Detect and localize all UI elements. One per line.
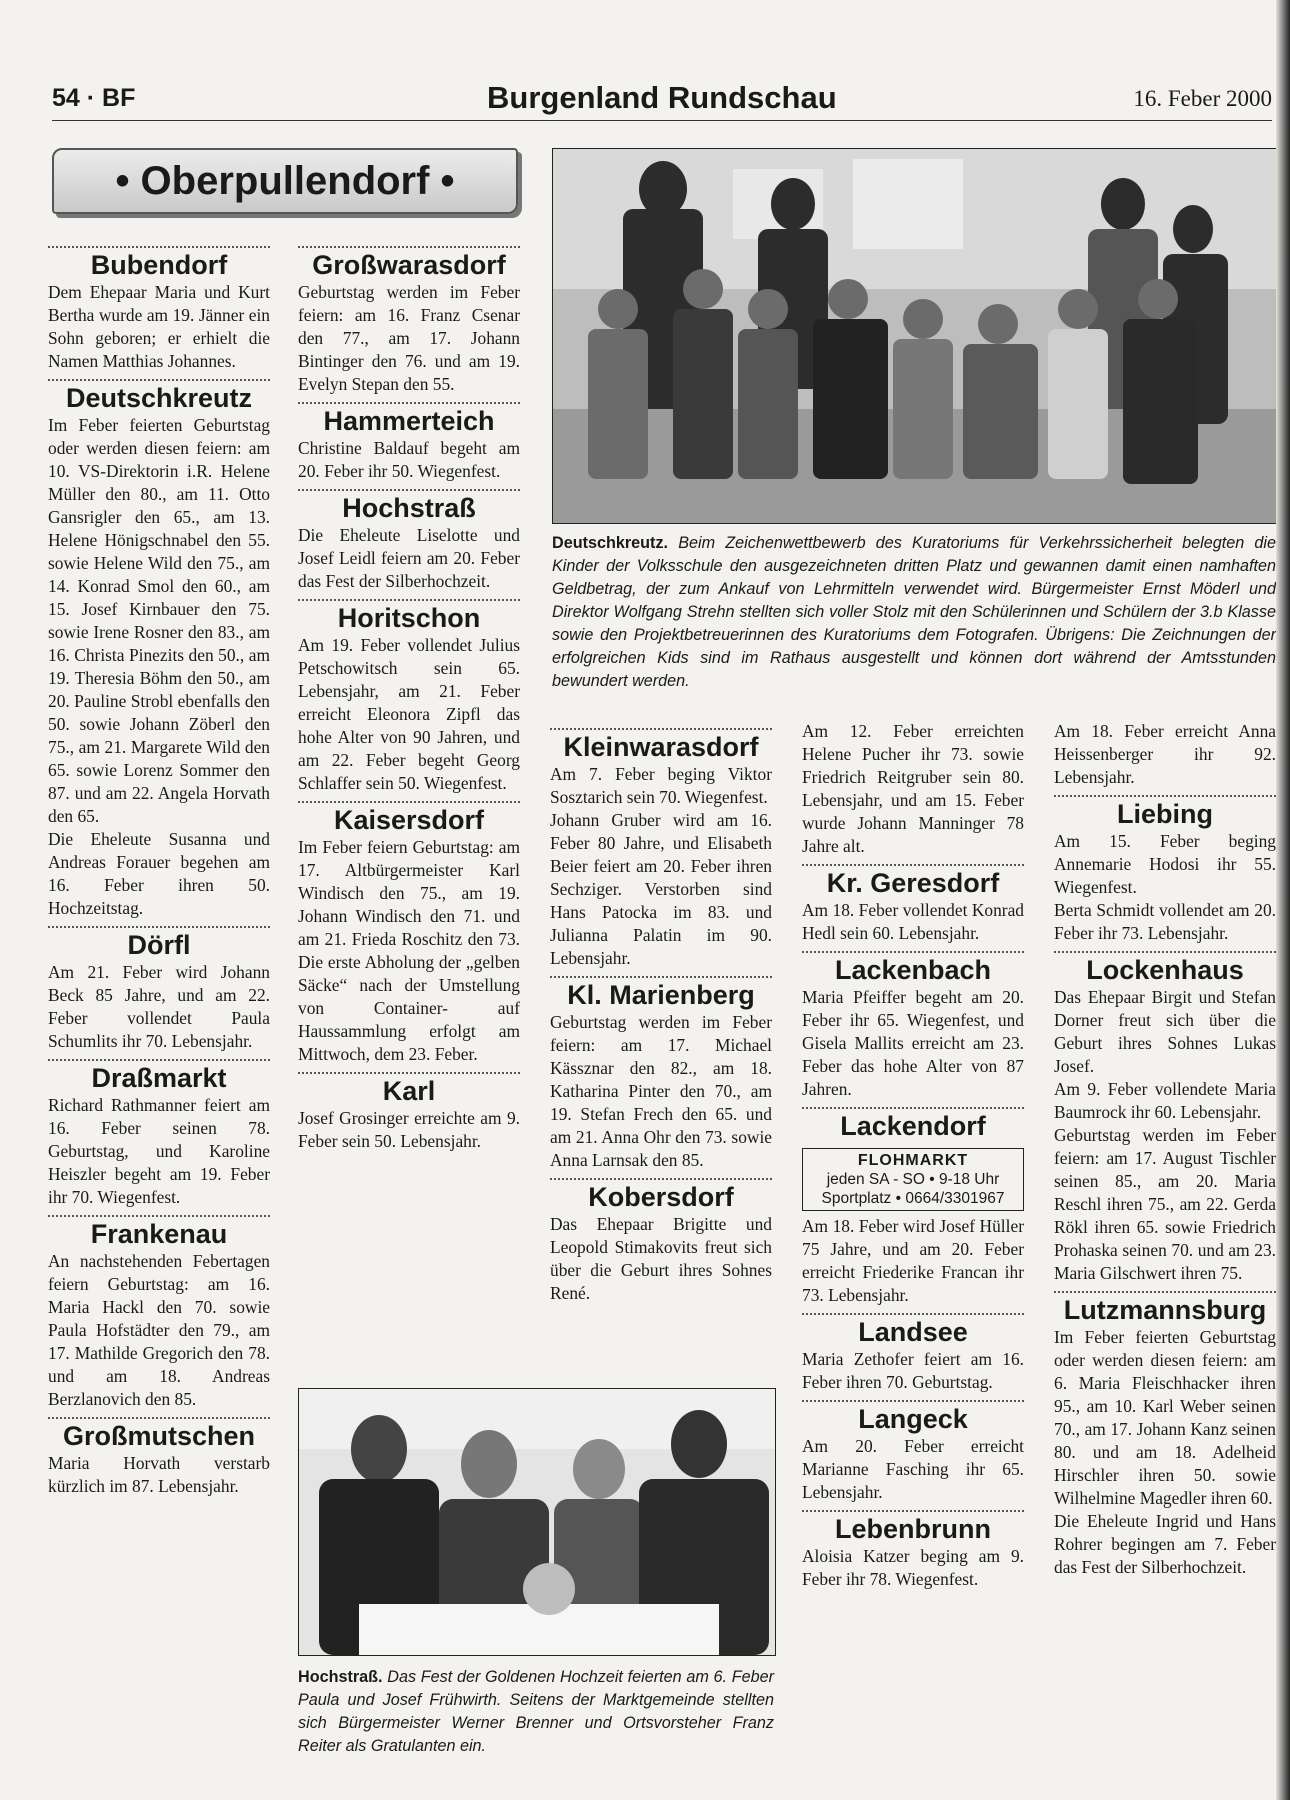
heading-deutschkreutz: Deutschkreutz <box>65 383 253 413</box>
article-text: Am 18. Feber wird Josef Hüller 75 Jahre, und am 20. Feber erreicht Friederike Francan ihr 73. Lebensjahr. <box>802 1216 1024 1305</box>
heading-drassmarkt: Draßmarkt <box>91 1063 227 1093</box>
caption-body: Beim Zeichenwettbewerb des Kuratoriums für Verkehrssicherheit belegten die Kinder der Volksschule den ausgezeichneten dritten Platz und gewannen damit einen namhaften Geldbetrag, der zum Ankauf von Lehrmitteln verwendet wird. Bürgermeister Ernst Möderl und Direktor Wolfgang Strehn stellten sich voller Stolz mit den Schülerinnen und Schülern der 3.b Klasse sowie den Projektbetreuerinnen des Kuratoriums dem Fotografen. Übrigens: Die Zeichnungen der erfolgreichen Kids sind im Rathaus ausgestellt und können dort während der Amtsstunden bewundert werden. <box>552 534 1276 690</box>
article-text: Am 15. Feber beging Annemarie Hodosi ihr 55. Wiegenfest. <box>1054 831 1276 897</box>
divider <box>48 246 270 248</box>
article-text: Am 12. Feber erreichten Helene Pucher ihr 73. sowie Friedrich Reitgruber sein 80. Lebensjahr, und am 15. Feber wurde Johann Manninger 78 Jahre alt. <box>802 721 1024 856</box>
photo-caption-deutschkreutz <box>552 532 1276 693</box>
heading-lackendorf: Lackendorf <box>840 1111 986 1141</box>
heading-frankenau: Frankenau <box>90 1219 228 1249</box>
article-text: Die Eheleute Ingrid und Hans Rohrer begingen am 7. Feber das Fest der Silberhochzeit. <box>1054 1511 1276 1577</box>
heading-kleinwarasdorf: Kleinwarasdorf <box>563 732 759 762</box>
divider <box>48 1417 270 1419</box>
divider <box>298 246 520 248</box>
article-text: Die Eheleute Susanna und Andreas Forauer begehen am 16. Feber ihren 50. Hochzeitstag. <box>48 829 270 918</box>
heading-kobersdorf: Kobersdorf <box>588 1182 734 1212</box>
divider <box>1054 951 1276 953</box>
article-text: Josef Grosinger erreichte am 9. Feber sein 50. Lebensjahr. <box>298 1108 520 1151</box>
article-text: Maria Zethofer feiert am 16. Feber ihren 70. Geburtstag. <box>802 1349 1024 1392</box>
ad-line: jeden SA - SO • 9-18 Uhr <box>826 1171 1000 1188</box>
article-text: Im Feber feiern Geburtstag: am 17. Altbürgermeister Karl Windisch den 75., am 19. Johann Windisch den 71. und am 21. Frieda Roschitz den 73. Die erste Abholung der „gelben Säcke“ nach der Umstellung von Container- auf Haussammlung erfolgt am Mittwoch, dem 23. Feber. <box>298 837 520 1064</box>
article-text: Maria Horvath verstarb kürzlich im 87. Lebensjahr. <box>48 1453 270 1496</box>
photo-golden-wedding <box>298 1388 776 1656</box>
caption-body: Das Fest der Goldenen Hochzeit feierten am 6. Feber Paula und Josef Frühwirth. Seitens der Marktgemeinde stellten sich Bürgermeister Werner Brenner und Ortsvorsteher Franz Reiter als Gratulanten ein. <box>298 1668 774 1755</box>
article-text: Im Feber feierten Geburtstag oder werden diesen feiern: am 10. VS-Direktorin i.R. Helene Müller den 80., am 11. Otto Gansrigler den 65., am 13. Helene Hönigschnabel den 55. sowie Helene Wild den 75., am 14. Konrad Smol den 60., am 15. Josef Kirnbauer den 75. sowie Irene Rosner den 83., am 16. Christa Pinezits den 50., am 19. Theresia Böhm den 50., am 20. Pauline Strobl ebenfalls den 50. sowie Johann Zöberl den 75., am 21. Margarete Wild den 65. sowie Lorenz Sommer den 87. und am 22. Angela Horvath den 65. <box>48 415 270 826</box>
article-text: Am 7. Feber beging Viktor Sosztarich sein 70. Wiegenfest. <box>550 764 772 807</box>
article-text: Aloisia Katzer beging am 9. Feber ihr 78. Wiegenfest. <box>802 1546 1024 1589</box>
class-group-photo-image <box>553 149 1277 523</box>
heading-lockenhaus: Lockenhaus <box>1086 955 1244 985</box>
divider <box>298 599 520 601</box>
divider <box>802 951 1024 953</box>
article-text: Geburtstag werden im Feber feiern: am 16. Franz Csenar den 77., am 17. Johann Bintinger den 76. und am 19. Evelyn Stepan den 55. <box>298 282 520 394</box>
article-text: Am 9. Feber vollendete Maria Baumrock ihr 60. Lebensjahr. <box>1054 1079 1276 1122</box>
article-text: Das Ehepaar Brigitte und Leopold Stimakovits freut sich über die Geburt ihres Sohnes René. <box>550 1214 772 1303</box>
divider <box>298 489 520 491</box>
heading-karl: Karl <box>382 1076 436 1106</box>
divider <box>298 1072 520 1074</box>
heading-hammerteich: Hammerteich <box>323 406 495 436</box>
article-text: Am 18. Feber vollendet Konrad Hedl sein 60. Lebensjahr. <box>802 900 1024 943</box>
article-text: Geburtstag werden im Feber feiern: am 17. August Tischler seinen 85., am 20. Maria Reschl ihren 75., am 22. Gerda Rökl ihren 65. sowie Friedrich Prohaska seinen 70. und am 23. Maria Gilschwert ihren 75. <box>1054 1125 1276 1283</box>
golden-wedding-photo-image <box>299 1389 775 1655</box>
article-text: Johann Gruber wird am 16. Feber 80 Jahre, und Elisabeth Beier feiert am 20. Feber ihren Sechziger. Verstorben sind Hans Patocka im 83. und Julianna Palatin im 90. Lebensjahr. <box>550 810 772 968</box>
article-text: Maria Pfeiffer begeht am 20. Feber ihr 65. Wiegenfest, und Gisela Mallits erreicht am 23. Feber das hohe Alter von 87 Jahren. <box>802 987 1024 1099</box>
heading-grosswarasdorf: Großwarasdorf <box>312 250 506 280</box>
column-5 <box>1054 720 1276 1579</box>
newspaper-title: Burgenland Rundschau <box>487 80 837 115</box>
divider <box>802 1107 1024 1109</box>
article-text: Am 18. Feber erreicht Anna Heissenberger ihr 92. Lebensjahr. <box>1054 721 1276 787</box>
column-4 <box>802 720 1024 1591</box>
divider <box>48 1059 270 1061</box>
article-text: Am 19. Feber vollendet Julius Petschowitsch sein 65. Lebensjahr, am 21. Feber erreicht Eleonora Zipfl das hohe Alter von 90 Jahren, und am 22. Feber begeht Georg Schlaffer sein 50. Wiegenfest. <box>298 635 520 793</box>
heading-lebenbrunn: Lebenbrunn <box>835 1514 991 1544</box>
article-text: Im Feber feierten Geburtstag oder werden diesen feiern: am 6. Maria Fleischhacker ihren 95., am 10. Karl Weber seinen 70., am 17. Johann Kanz seinen 80. und am 18. Adelheid Hirschler ihren 50. sowie Wilhelmine Magedler ihren 60. <box>1054 1327 1276 1508</box>
article-text: Berta Schmidt vollendet am 20. Feber ihr 73. Lebensjahr. <box>1054 900 1276 943</box>
heading-langeck: Langeck <box>858 1404 968 1434</box>
heading-bubendorf: Bubendorf <box>90 250 228 280</box>
heading-hochstrass: Hochstraß <box>342 493 476 523</box>
heading-doerfl: Dörfl <box>127 930 191 960</box>
caption-place: Hochstraß. <box>298 1668 383 1686</box>
heading-lutzmannsburg: Lutzmannsburg <box>1063 1295 1267 1325</box>
heading-kaisersdorf: Kaisersdorf <box>333 805 485 835</box>
issue-date: 16. Feber 2000 <box>1133 86 1272 111</box>
heading-kr-geresdorf: Kr. Geresdorf <box>826 868 1000 898</box>
divider <box>550 976 772 978</box>
column-1 <box>48 240 270 1498</box>
ad-title: FLOHMARKT <box>857 1152 969 1169</box>
page-number: 54 · BF <box>52 84 136 112</box>
caption-place: Deutschkreutz. <box>552 534 669 552</box>
article-text: Am 20. Feber erreicht Marianne Fasching ihr 65. Lebensjahr. <box>802 1436 1024 1502</box>
column-3 <box>550 722 772 1305</box>
column-2 <box>298 240 520 1153</box>
divider <box>1054 795 1276 797</box>
section-banner: • Oberpullendorf • <box>52 148 518 214</box>
ad-line: Sportplatz • 0664/3301967 <box>821 1190 1005 1207</box>
article-text: Geburtstag werden im Feber feiern: am 17. Michael Kässznar den 82., am 18. Katharina Pinter den 70., am 19. Stefan Frech den 65. und am 21. Anna Ohr den 73. sowie Anna Larnsak den 85. <box>550 1012 772 1170</box>
photo-class-group <box>552 148 1278 524</box>
photo-caption-hochstrass <box>298 1666 774 1758</box>
heading-liebing: Liebing <box>1117 799 1213 829</box>
heading-horitschon: Horitschon <box>337 603 481 633</box>
article-text: Am 21. Feber wird Johann Beck 85 Jahre, und am 22. Feber vollendet Paula Schumlits ihr 70. Lebensjahr. <box>48 962 270 1051</box>
divider <box>802 864 1024 866</box>
flohmarkt-ad <box>802 1148 1024 1211</box>
heading-grossmutschen: Großmutschen <box>62 1421 256 1451</box>
heading-landsee: Landsee <box>858 1317 968 1347</box>
scan-edge <box>1276 0 1290 1800</box>
divider <box>802 1313 1024 1315</box>
divider <box>550 1178 772 1180</box>
divider <box>802 1510 1024 1512</box>
article-text: Richard Rathmanner feiert am 16. Feber seinen 78. Geburtstag, und Karoline Heiszler begeht am 19. Feber ihr 70. Wiegenfest. <box>48 1095 270 1207</box>
divider <box>1054 1291 1276 1293</box>
divider <box>802 1400 1024 1402</box>
page-header <box>52 80 1272 121</box>
heading-kl-marienberg: Kl. Marienberg <box>567 980 755 1010</box>
article-text: Dem Ehepaar Maria und Kurt Bertha wurde am 19. Jänner ein Sohn geboren; er erhielt die Namen Matthias Johannes. <box>48 282 270 371</box>
divider <box>550 728 772 730</box>
divider <box>48 1215 270 1217</box>
divider <box>298 402 520 404</box>
article-text: Christine Baldauf begeht am 20. Feber ihr 50. Wiegenfest. <box>298 438 520 481</box>
article-text: Die Eheleute Liselotte und Josef Leidl feiern am 20. Feber das Fest der Silberhochzeit. <box>298 525 520 591</box>
article-text: An nachstehenden Febertagen feiern Geburtstag: am 16. Maria Hackl den 70. sowie Paula Hofstädter den 79., am 17. Mathilde Gregorich den 78. und am 18. Andreas Berzlanovich den 85. <box>48 1251 270 1409</box>
divider <box>298 801 520 803</box>
divider <box>48 379 270 381</box>
divider <box>48 926 270 928</box>
article-text: Das Ehepaar Birgit und Stefan Dorner freut sich über die Geburt ihres Sohnes Lukas Josef. <box>1054 987 1276 1076</box>
heading-lackenbach: Lackenbach <box>834 955 992 985</box>
